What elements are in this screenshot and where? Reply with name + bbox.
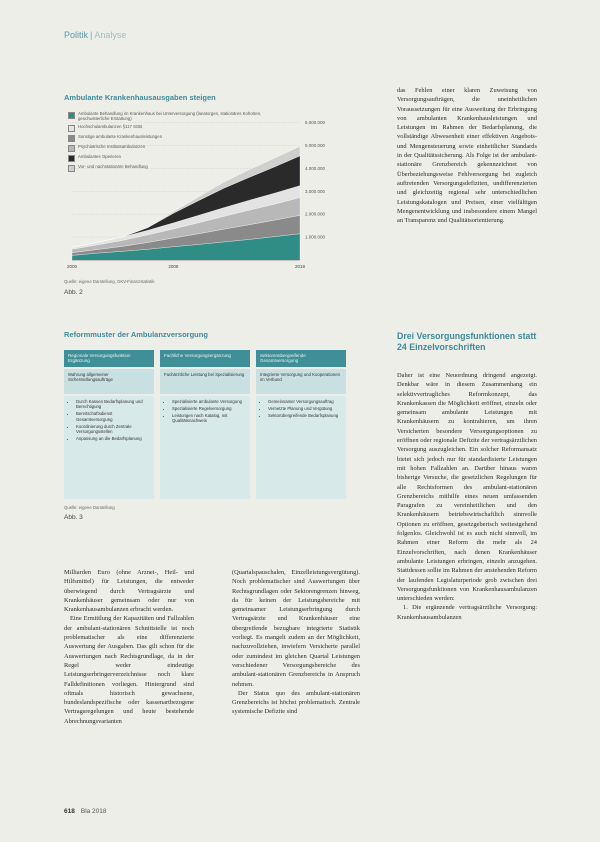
issue-info: Bla 2018 bbox=[80, 808, 107, 815]
running-header: Politik | Analyse bbox=[64, 30, 127, 40]
figure1-title: Ambulante Krankenhausausgaben steigen bbox=[64, 93, 216, 102]
x-tick-label: 2018 bbox=[294, 264, 306, 269]
page-number: 618 bbox=[64, 808, 75, 815]
header-section: Politik bbox=[64, 30, 89, 40]
text-column-3-continued bbox=[397, 371, 537, 622]
column-header: Sektorenübergreifende Gesamtversorgung bbox=[256, 350, 346, 367]
paragraph: 1. Die ergänzende vertragsärztliche Versorgung: Krankenhausambulanzen bbox=[397, 604, 537, 621]
column-header: Fachliche Versorgungsergänzung bbox=[160, 350, 250, 367]
diagram-column-3 bbox=[256, 350, 346, 499]
x-tick-label: 2000 bbox=[66, 264, 78, 269]
text-column-3 bbox=[397, 86, 537, 225]
legend-swatch bbox=[68, 125, 75, 132]
figure2-label: Abb. 3 bbox=[64, 514, 83, 521]
legend-label: Vor- und nachstationäre Behandlung bbox=[78, 164, 148, 170]
diagram-list-item: • Koordinierung durch Zentrale Versorgungsstellen bbox=[76, 424, 150, 435]
column-items bbox=[256, 396, 346, 499]
figure1-label: Abb. 2 bbox=[64, 289, 83, 296]
diagram-list-item: • Vernetzte Planung und Vergütung bbox=[268, 406, 342, 411]
paragraph: (Quartalspauschalen, Einzelleistungsvergütung). Noch problematischer sind Auswertungen über Rechtsgrundlagen oder Sektorengrenzen hinweg, da für keinen der Leistungsbereiche mit gemeinsamer Leistungserbringung durch Vertragsärzte und Krankenhäuser eine übergreifende bezugbare integrierte Statistik vorliegt. Es mangelt zudem an der Möglichkeit, nachzuvollziehen, inwiefern Versicherte parallel oder zumindest im gleichen Quartal Leistungen verschiedener Versorgungsbereiche des ambulant-stationären Grenzbereichs in Anspruch nehmen. bbox=[232, 569, 360, 688]
legend-item bbox=[68, 155, 278, 162]
diagram-list-item: • Spezialisierte Regelversorgung bbox=[172, 406, 246, 411]
paragraph: Daher ist eine Neuordnung dringend angezeigt. Denkbar wäre in diesem Zusammenhang ein selektivvertragliches Reformkonzept, das Krankenkassen die Möglichkeit eröffnet, einzeln oder gemeinsam ambulante Leistungen mit Krankenhäusern zu kontrahieren, um ihren Versicherten besondere Versorgungsoptionen zu eröffnen oder regionale Defizite der vertragsärztlichen Versorgung auszugleichen. Ein solcher Reformansatz bietet sich jedoch nur für standardisierte Leistungen mit hohen Fallzahlen an. Darüber hinaus waren bisherige Versuche, die gesetzlichen Regelungen für alle Rechtsformen des ambulant-stationären Grenzbereichs mithilfe eines neuen umfassenden Paragrafen zu vereinheitlichen und den Krankenhäusern betriebswirtschaftlich sinnvolle Optionen zu eröffnen, gesetzgeberisch weitestgehend folgenlos. Gleichwohl ist es auch nicht sinnvoll, im Rahmen einer Reform die mehr als 24 Einzelvorschriften, nach denen Krankenhäuser ambulante Leistungen erbringen, einzeln anzugehen. Stattdessen sollte im Rahmen der anstehenden Reform der laufenden Legislaturperiode grob zwischen drei Versorgungsfunktionen von Krankenhausambulanzen unterschieden werden: bbox=[397, 372, 537, 603]
diagram-column-2 bbox=[160, 350, 250, 499]
figure2-source: Quelle: eigene Darstellung bbox=[64, 505, 115, 510]
y-tick-label: 5.000.000 bbox=[305, 142, 326, 148]
y-tick-label: 4.000.000 bbox=[305, 165, 326, 171]
diagram-list-item: • Spezialisierte ambulante Versorgung bbox=[172, 399, 246, 404]
column-middle: Fachärztliche Leistung bei Spezialisierung bbox=[160, 369, 250, 394]
legend-label: Ambulantes Operieren bbox=[78, 154, 121, 160]
y-tick-label: 1.000.000 bbox=[305, 234, 326, 240]
legend-label: Hochschulambulanzen §117 SGB bbox=[78, 123, 143, 129]
diagram-list-item: • Anpassung an die Bedarfsplanung bbox=[76, 436, 150, 441]
legend-swatch bbox=[68, 135, 75, 142]
legend-item bbox=[68, 165, 278, 172]
section-heading: Drei Versorgungsfunktionen statt 24 Einzelvorschriften bbox=[397, 331, 537, 352]
figure2-title: Reformmuster der Ambulanzversorgung bbox=[64, 330, 208, 339]
page-footer bbox=[64, 808, 107, 815]
paragraph: das Fehlen einer klaren Zuweisung von Versorgungsaufträgen, die uneinheitlichen Voraussetzungen für eine Ausweitung der Erbringung von ambulanten Krankenhausleistungen und Leistungen im Rahmen der Bedarfsplanung, die vollständige Abwesenheit einer effektiven Angebots- und Mengensteuerung sowie einheitlicher Standards in der Qualitätssicherung. Als Folge ist der ambulant-stationäre Grenzbereich gekennzeichnet von Überbeziehungsweise Fehlversorgung bei zugleich auftretenden Versorgungsdefiziten, undifferenzierten und gleichzeitig regional sehr unterschiedlichen Leistungskatalogen und Preisen, einer vielfältigen Mengenentwicklung und insbesondere einem Mangel an Transparenz und Qualitätsorientierung. bbox=[397, 87, 537, 225]
diagram-list-item: • Gemeinsamer Versorgungsauftrag bbox=[268, 399, 342, 404]
diagram-list-item: • Durch Kassen Bedarfsplanung und Berechtigung bbox=[76, 399, 150, 410]
y-tick-label: 3.000.000 bbox=[305, 188, 326, 194]
y-tick-label: 6.000.000 bbox=[305, 120, 326, 126]
legend-label: Ambulante Behandlung im Krankenhaus bei Unterversorgung (lanatorgen, stationäres Kohorten, geschwisterliche Erstattung) bbox=[78, 111, 262, 121]
figure1-legend bbox=[68, 112, 278, 176]
diagram-list-item: • Leistungen nach Katalog, mit Qualitätsnachweis bbox=[172, 413, 246, 424]
paragraph: Der Status quo des ambulant-stationären Grenzbereichs ist höchst problematisch. Zentrale systemische Defizite sind bbox=[232, 689, 360, 716]
text-column-2 bbox=[232, 568, 360, 717]
legend-item bbox=[68, 125, 278, 132]
diagram-list-item: • Bereitschaftsdienst Gesamtversorgung bbox=[76, 411, 150, 422]
column-header: Regionale Versorgungsfunktion Ergänzung bbox=[64, 350, 154, 367]
legend-swatch bbox=[68, 145, 75, 152]
column-items bbox=[64, 396, 154, 499]
diagram-list-item: • Sektorübergreifende Bedarfsplanung bbox=[268, 413, 342, 418]
diagram-column-1 bbox=[64, 350, 154, 499]
x-tick-label: 2008 bbox=[168, 264, 179, 269]
legend-item bbox=[68, 112, 278, 121]
column-middle: Wahrung allgemeiner Sicherstellungsaufträge bbox=[64, 369, 154, 394]
legend-swatch bbox=[68, 155, 75, 162]
header-subsection: Analyse bbox=[94, 30, 127, 40]
legend-swatch bbox=[68, 165, 75, 172]
paragraph: Milliarden Euro (ohne Arznei-, Heil- und Hilfsmittel) für Leistungen, die entweder überwiegend durch Vertragsärzte und Krankenhäuser gemeinsam oder nur von Krankenhausambulanzen erbracht werden. bbox=[64, 569, 194, 614]
legend-item bbox=[68, 135, 278, 142]
text-column-1 bbox=[64, 568, 194, 726]
column-items bbox=[160, 396, 250, 499]
paragraph: Eine Ermittlung der Kapazitäten und Fallzahlen der ambulant-stationären Schnittstelle ist noch problematischer als eine differenzierte Auswertung der Ausgaben. Das gilt schon für die Auswertungen nach Rechtsgrundlage, da in der Regel weder eindeutige Leistungserbringerverzeichnisse noch klare Falldefinitionen vorliegen. Hintergrund sind oftmals historisch gewachsene, bundeslandspezifische oder kassenartbezogene Vertragsregelungen und heute bestehende Abrechnungsvarianten bbox=[64, 615, 194, 725]
y-tick-label: 2.000.000 bbox=[305, 211, 326, 217]
figure1-source: Quelle: eigene Darstellung, GKV-Finanzstatistik bbox=[64, 279, 155, 284]
column-middle: Integrierte Versorgung und Kooperationen im Verbund bbox=[256, 369, 346, 394]
legend-label: Sonstige ambulante Krankenhausleistungen bbox=[78, 133, 163, 139]
legend-label: Psychiatrische Institutsambulanzen bbox=[78, 144, 146, 149]
legend-item bbox=[68, 145, 278, 152]
legend-swatch bbox=[68, 112, 75, 119]
